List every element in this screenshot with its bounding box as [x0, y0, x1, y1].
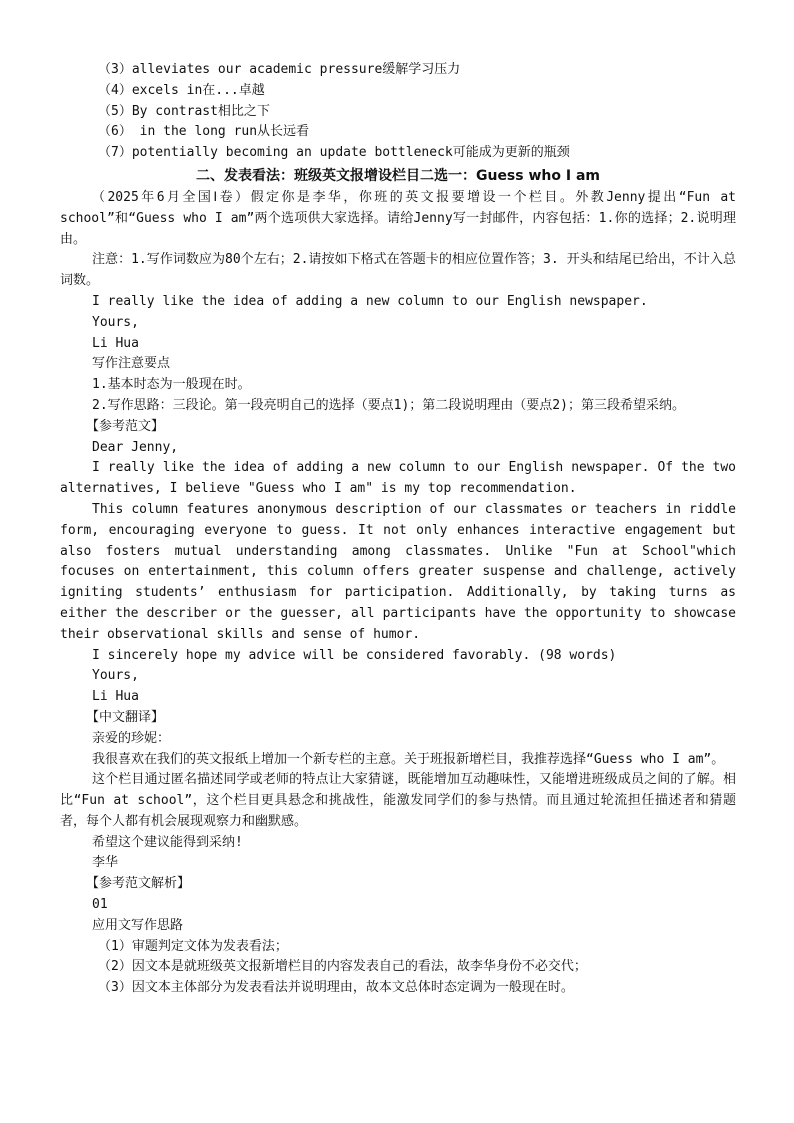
translation-paragraph-3: 希望这个建议能得到采纳! [92, 834, 243, 850]
analysis-number: 01 [92, 897, 108, 913]
phrase-6: （6） in the long run从长远看 [98, 124, 310, 140]
translation-paragraph-2: 这个栏目通过匿名描述同学或老师的特点让大家猜谜，既能增加互动趣味性，又能增进班级成员之间的了解。相比“Fun at school”，这个栏目更具悬念和挑战性，能激发同学们的参与热情。而且通过轮流担任描述者和猜题者，每个人都有机会展现观察力和幽默感。 [60, 772, 736, 829]
note-2: 2.写作思路：三段论。第一段亮明自己的选择（要点1)；第二段说明理由（要点2)；第三段希望采纳。 [92, 397, 685, 413]
document-page [60, 60, 736, 999]
translation-paragraph-1: 我很喜欢在我们的英文报纸上增加一个新专栏的主意。关于班报新增栏目，我推荐选择“Guess who I am”。 [92, 751, 725, 767]
sample-closing: Yours, [92, 668, 139, 684]
analysis-item-1: （1）审题判定文体为发表看法； [98, 938, 288, 954]
prompt-opening: I really like the idea of adding a new column to our English newspaper. [92, 293, 648, 309]
sample-greeting: Dear Jenny, [92, 439, 179, 455]
analysis-item-3: （3）因文本主体部分为发表看法并说明理由，故本文总体时态定调为一般现在时。 [98, 980, 574, 996]
translation-signature: 李华 [92, 855, 119, 871]
note-1: 1.基本时态为一般现在时。 [92, 377, 251, 393]
phrase-4: （4）excels in在...卓越 [98, 82, 265, 98]
analysis-subheading: 应用文写作思路 [92, 917, 184, 933]
translation-heading: 【中文翻译】 [86, 709, 165, 725]
phrase-3: （3）alleviates our academic pressure缓解学习压力 [98, 62, 461, 77]
sample-paragraph-3: I sincerely hope my advice will be considered favorably. (98 words) [92, 647, 617, 663]
sample-paragraph-1: I really like the idea of adding a new column to our English newspaper. Of the two alternatives, I believe "Guess who I am" is my top recommendation. [60, 460, 736, 497]
sample-signature: Li Hua [92, 689, 139, 705]
notes-heading: 写作注意要点 [92, 356, 171, 372]
prompt-notice: 注意：1.写作词数应为80个左右；2.请按如下格式在答题卡的相应位置作答；3. 开头和结尾已给出，不计入总词数。 [60, 252, 736, 289]
phrase-5: （5）By contrast相比之下 [98, 103, 270, 119]
section-title: 二、发表看法：班级英文报增设栏目二选一：Guess who I am [195, 167, 600, 184]
analysis-heading: 【参考范文解析】 [86, 876, 191, 892]
phrase-7: （7）potentially becoming an update bottleneck可能成为更新的瓶颈 [98, 145, 570, 161]
analysis-item-2: （2）因文本是就班级英文报新增栏目的内容发表自己的看法，故李华身份不必交代； [98, 959, 587, 975]
sample-paragraph-2: This column features anonymous description of our classmates or teachers in riddle form, encouraging everyone to guess. It not only enhances interactive engagement but also fosters mutual understanding among classmates. Unlike "Fun at School"which focuses on entertainment, this column offers greater suspense and challenge, actively igniting students’ enthusiasm for participation. Additionally, by taking turns as either the describer or the guesser, all participants have the opportunity to showcase their observational skills and sense of humor. [60, 501, 736, 642]
prompt-paragraph: （2025年6月全国Ⅰ卷）假定你是李华，你班的英文报要增设一个栏目。外教Jenny提出“Fun at school”和“Guess who I am”两个选项供大家选择。请给Jenny写一封邮件，内容包括：1.你的选择；2.说明理由。 [60, 189, 736, 247]
prompt-closing: Yours, [92, 314, 139, 330]
translation-greeting: 亲爱的珍妮： [92, 730, 171, 746]
sample-heading: 【参考范文】 [86, 418, 165, 434]
prompt-signature: Li Hua [92, 335, 139, 351]
